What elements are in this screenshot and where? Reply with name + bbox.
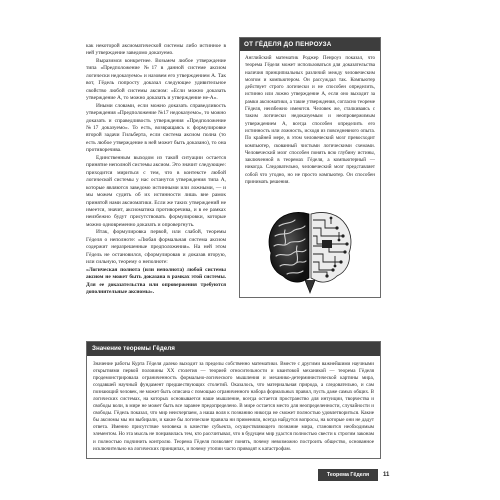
- footer-section-title: Теорема Гёделя: [318, 469, 378, 481]
- theorem-quote: «Логическая полнота (или неполнота) любой системы аксиом не может быть доказана в рамках этой системы. Для ее доказательства или опровержения требуются дополнительные аксиомы».: [86, 266, 226, 295]
- paragraph-5: Итак, формулировка первой, или слабой, теоремы Гёделя о неполноте: «Любая формальная система аксиом содержит неразрешенные предположения». На ней этом Гёдель не остановился, сформулировав и доказав вторую, или сильную, теорему о неполноте:: [86, 229, 226, 266]
- bottom-title: Значение теоремы Гёделя: [87, 342, 380, 356]
- sidebar-paragraph: Английский математик Роджер Пенроуз показал, что теорема Гёделя может использоваться для доказательства наличия принципиальных различий между человеческим мозгом и компьютером. Он рассуждал так. Компьютер действует строго логически и не способен определить, истинно или ложно утверждение А, если оно выходит за рамки аксиоматики, а такие утверждения, согласно теореме Гёделя, неизбежно имеются. Человек же, сталкиваясь с таким логически недоказуемым и неопровержимым утверждением А, всегда способен определить его истинность или ложность, исходя из повседневного опыта. По крайней мере, в этом человеческий мозг превосходит компьютер, скованный чистыми логическими схемами. Человеческий мозг способен понять всю глубину истины, заключенной в теоремах Гёделя, а компьютерный — никогда. Следовательно, человеческий мозг представляет собой что угодно, но не просто компьютер. Он способен принимать решения.: [245, 55, 375, 186]
- paragraph-2: Выразимся конкретнее. Возьмем любое утверждение типа «Предположение №17 в данной системе аксиом логически недоказуемо» и назовем его утверждением А. Так вот, Гёдель попросту доказал следующее удивительное свойство любой системы аксиом: «Если можно доказать утверждение А, то можно доказать и утверждение не-А».: [86, 57, 226, 102]
- bottom-paragraph: Значение работы Курта Гёделя далеко выходит за пределы собственно математики. Вместе с другими важнейшими научными открытиями первой половины XX столетия — теорией относительности и квантовой механикой — теорема Гёделя продемонстрировала ограниченность формально-логического мышления и механико-детерминистической картины мира, создавшей научный фундамент предшествующих столетий. Оказалось, что материальная природа, а следовательно, и сам познающий человек, не может быть описана с помощью ограниченного набора формальных правил, пусть даже самых общих. В логических системах, на которых основывается наше мышление, всегда остается пространство для интуиции, творчества и свободы воли, в мире не может быть все заранее предопределено. В мире остается место для неопределенности, случайности и свободы. Гёдель показал, что мир неисчерпаем, а наша воля к познанию никогда не сможет полностью удовлетвориться. Какие бы аксиомы мы ни выбирали, и какие бы логические правила ни применяли, всегда найдутся вопросы, на которые они не дадут ответа. Именно присутствие человека в качестве субъекта, осуществляющего познание мира, становится необходимым элементом. Но эта мысль не понравилась тем, кто рассчитывал, что в будущем мир удастся полностью свести к строгим законам и полностью подчинить контролю. Теорема Гёделя позволяет понять, почему невозможно построить общество, основанное исключительно на логических принципах, и почему утопии часто приводят к катастрофам.: [93, 361, 374, 452]
- brain-circuit-icon: [265, 206, 355, 294]
- main-text-column: [86, 43, 226, 296]
- paragraph-3: Иными словами, если можно доказать справедливость утверждения «Предположение №17 недоказуемо», то можно доказать и справедливость утверждения «Предположение №17 доказуемо». То есть, возвращаясь к формулировке второй задачи Гильберта, если система аксиом полна (то есть любое утверждение в ней может быть доказано), то она противоречива.: [86, 102, 226, 154]
- paragraph-4: Единственным выходом из такой ситуации остается принятие неполной системы аксиом. Это значит следующее: приходится мириться с тем, что в контексте любой логической системы у нас останутся утверждения типа А, которые являются заведомо истинными или ложными, — и мы можем судить об их истинности лишь вне рамок принятой нами аксиоматики. Если же таких утверждений не имеется, значит, аксиоматика противоречива, и в ее рамках неизбежно будут присутствовать формулировки, которые можно одновременно доказать и опровергнуть.: [86, 154, 226, 228]
- bottom-box: [86, 341, 381, 459]
- page-number: 11: [383, 472, 390, 478]
- sidebar-text: [245, 55, 375, 186]
- bottom-text: [93, 361, 374, 453]
- sidebar-title: ОТ ГЁДЕЛЯ ДО ПЕНРОУЗА: [240, 38, 380, 51]
- paragraph-1: как некоторой аксиоматической системы либо истинное в ней утверждение заведомо доказуемо.: [86, 43, 226, 57]
